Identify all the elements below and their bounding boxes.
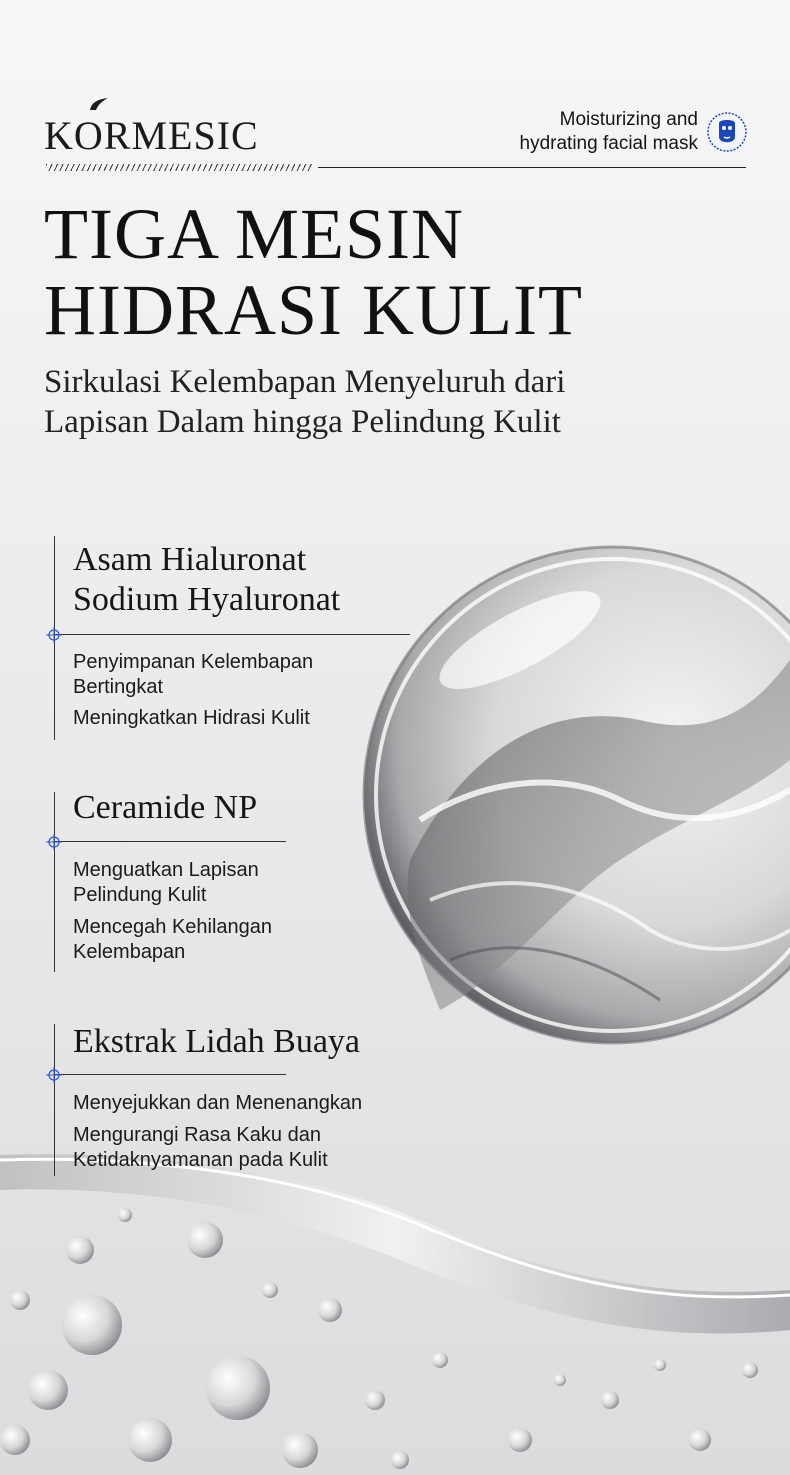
benefit-text: Ketidaknyamanan pada Kulit — [73, 1149, 328, 1171]
ingredient-name: Ceramide NP — [73, 789, 258, 826]
benefit-text: Mencegah Kehilangan — [73, 916, 273, 938]
title-line2: HIDRASI KULIT — [44, 270, 583, 350]
header-rule — [318, 167, 746, 168]
benefit-text: Mengurangi Rasa Kaku dan — [73, 1124, 321, 1146]
crosshair-node-icon — [46, 627, 62, 648]
benefit-text: Menguatkan Lapisan — [73, 859, 259, 881]
ingredient-vertical-line — [54, 792, 55, 972]
ingredient-name: Asam Hialuronat — [73, 541, 307, 578]
subtitle-line1: Sirkulasi Kelembapan Menyeluruh dari — [44, 364, 566, 400]
product-tagline — [520, 108, 698, 156]
ingredient-name: Ekstrak Lidah Buaya — [73, 1023, 361, 1060]
tagline-line1: Moisturizing and — [559, 109, 698, 130]
tagline-line2: hydrating facial mask — [519, 133, 698, 154]
ingredient-divider — [54, 1074, 286, 1075]
ingredient-name-line2: Sodium Hyaluronat — [73, 581, 341, 618]
ingredient-vertical-line — [54, 1024, 55, 1176]
benefit-text: Pelindung Kulit — [73, 884, 207, 906]
benefit-text: Penyimpanan Kelembapan — [73, 651, 314, 673]
brand-logo: KORMESIC — [44, 113, 259, 158]
hatch-divider — [46, 164, 312, 171]
benefit-text: Menyejukkan dan Menenangkan — [73, 1092, 363, 1114]
face-mask-icon — [706, 111, 748, 158]
ingredient-divider — [54, 634, 410, 635]
benefit-text: Bertingkat — [73, 676, 164, 698]
page-title — [44, 196, 583, 348]
ingredient-divider — [54, 841, 286, 842]
page-subtitle — [44, 362, 565, 442]
crosshair-node-icon — [46, 834, 62, 855]
benefit-text: Meningkatkan Hidrasi Kulit — [73, 707, 310, 729]
crosshair-node-icon — [46, 1067, 62, 1088]
benefit-text: Kelembapan — [73, 941, 186, 963]
title-line1: TIGA MESIN — [44, 194, 464, 274]
subtitle-line2: Lapisan Dalam hingga Pelindung Kulit — [44, 404, 561, 440]
